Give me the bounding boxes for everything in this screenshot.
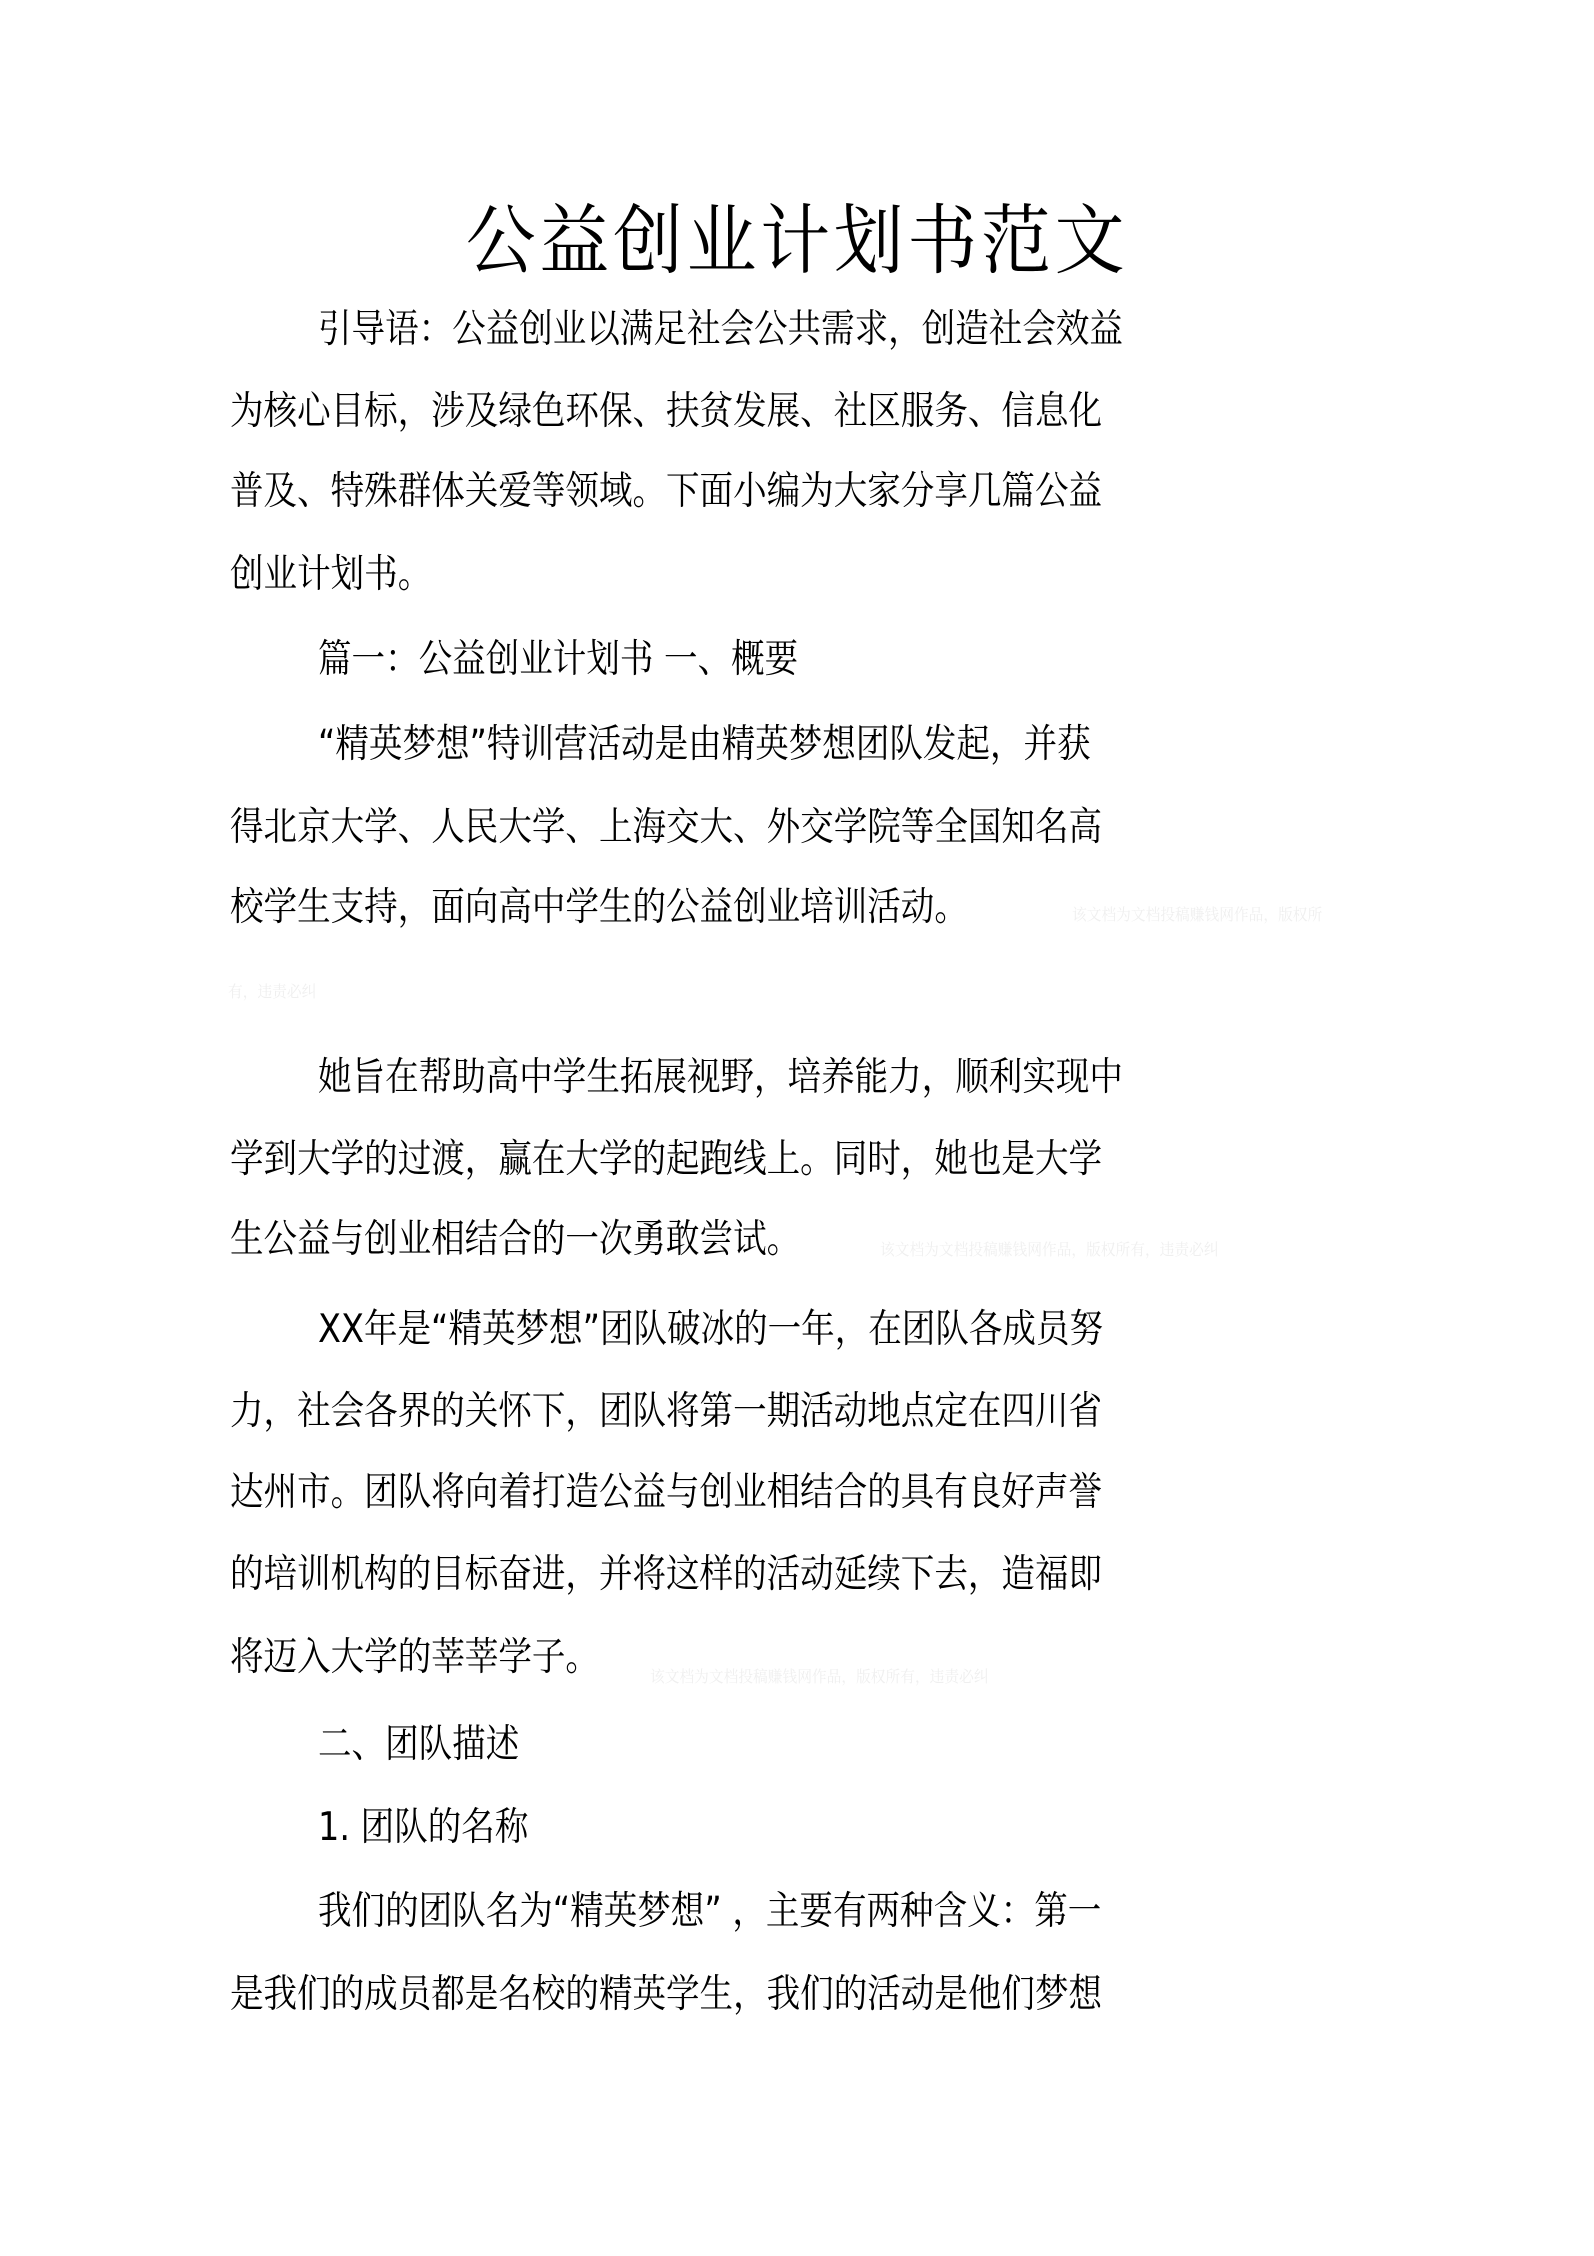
paragraph-line: 为核心目标，涉及绿色环保、扶贫发展、社区服务、信息化 bbox=[230, 389, 1103, 434]
paragraph-line: 普及、特殊群体关爱等领域。下面小编为大家分享几篇公益 bbox=[230, 469, 1103, 514]
paragraph-line: 她旨在帮助高中学生拓展视野，培养能力，顺利实现中 bbox=[318, 1055, 1123, 1100]
paragraph-line: 的培训机构的目标奋进，并将这样的活动延续下去，造福即 bbox=[230, 1552, 1103, 1597]
paragraph-line: XX年是“精英梦想”团队破冰的一年，在团队各成员努 bbox=[318, 1307, 1104, 1352]
section-heading: 篇一：公益创业计划书 一、概要 bbox=[318, 637, 799, 682]
watermark-text: 该文档为文档投稿赚钱网作品，版权所 bbox=[1072, 905, 1323, 924]
paragraph-line: 我们的团队名为“精英梦想” ，主要有两种含义：第一 bbox=[318, 1889, 1102, 1934]
watermark-text: 该文档为文档投稿赚钱网作品，版权所有，违责必纠 bbox=[880, 1240, 1219, 1259]
paragraph-line: 校学生支持，面向高中学生的公益创业培训活动。 bbox=[230, 885, 968, 930]
document-title: 公益创业计划书范文 bbox=[465, 196, 1129, 285]
watermark-text: 该文档为文档投稿赚钱网作品，版权所有，违责必纠 bbox=[650, 1667, 989, 1686]
paragraph-line: 是我们的成员都是名校的精英学生，我们的活动是他们梦想 bbox=[230, 1972, 1103, 2017]
watermark-text: 有，违责必纠 bbox=[228, 982, 317, 1001]
paragraph-line: 学到大学的过渡，赢在大学的起跑线上。同时，她也是大学 bbox=[230, 1137, 1103, 1182]
paragraph-line: 得北京大学、人民大学、上海交大、外交学院等全国知名高 bbox=[230, 805, 1103, 850]
paragraph-line: 力，社会各界的关怀下，团队将第一期活动地点定在四川省 bbox=[230, 1389, 1103, 1434]
paragraph-line: 引导语：公益创业以满足社会公共需求，创造社会效益 bbox=[318, 307, 1123, 352]
paragraph-line: “精英梦想”特训营活动是由精英梦想团队发起，并获 bbox=[318, 722, 1091, 767]
paragraph-line: 将迈入大学的莘莘学子。 bbox=[230, 1635, 599, 1680]
paragraph-line: 生公益与创业相结合的一次勇敢尝试。 bbox=[230, 1217, 801, 1262]
subsection-heading: 1. 团队的名称 bbox=[318, 1805, 529, 1850]
paragraph-line: 创业计划书。 bbox=[230, 552, 432, 597]
paragraph-line: 达州市。团队将向着打造公益与创业相结合的具有良好声誉 bbox=[230, 1470, 1103, 1515]
section-heading: 二、团队描述 bbox=[318, 1722, 520, 1767]
